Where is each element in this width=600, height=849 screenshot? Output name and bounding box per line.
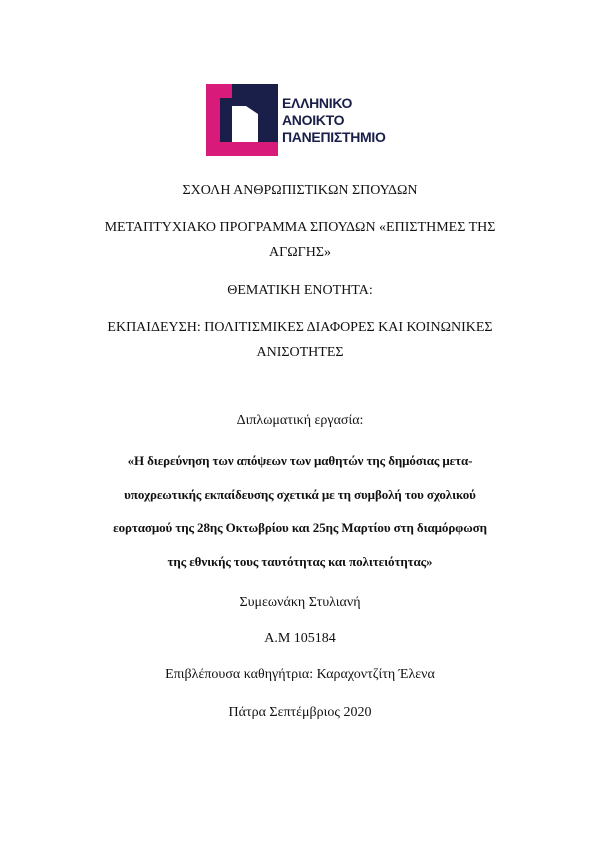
thesis-title-line-2: υποχρεωτικής εκπαίδευσης σχετικά με τη συμβολή του σχολικού [124,487,476,502]
school-name: ΣΧΟΛΗ ΑΝΘΡΩΠΙΣΤΙΚΩΝ ΣΠΟΥΔΩΝ [182,183,418,198]
logo-wordmark [282,95,386,146]
module-line-2: ΑΝΙΣΟΤΗΤΕΣ [256,345,344,360]
logo-mark-icon [206,84,278,156]
place-date: Πάτρα Σεπτέμβριος 2020 [228,705,372,720]
logo-line-2: ΑΝΟΙΚΤΟ [282,112,345,128]
logo-line-3: ΠΑΝΕΠΙΣΤΗΜΙΟ [282,129,386,145]
thesis-title-line-3: εορτασμού της 28ης Οκτωβρίου και 25ης Μαρτίου στη διαμόρφωση [113,520,487,535]
thesis-label: Διπλωματική εργασία: [236,413,364,428]
student-id: Α.Μ 105184 [264,631,336,646]
university-logo [206,84,392,156]
program-line-2: ΑΓΩΓΗΣ» [269,245,331,260]
author-name: Συμεωνάκη Στυλιανή [239,595,361,610]
thesis-title-line-4: της εθνικής τους ταυτότητας και πολιτειότητας» [167,554,433,569]
logo-line-1: ΕΛΛΗΝΙΚΟ [282,95,353,111]
supervisor: Επιβλέπουσα καθηγήτρια: Καραχοντζίτη Έλενα [165,667,435,682]
module-heading: ΘΕΜΑΤΙΚΗ ΕΝΟΤΗΤΑ: [227,283,373,298]
thesis-title-line-1: «Η διερεύνηση των απόψεων των μαθητών της δημόσιας μετα- [127,453,473,468]
module-line-1: ΕΚΠΑΙΔΕΥΣΗ: ΠΟΛΙΤΙΣΜΙΚΕΣ ΔΙΑΦΟΡΕΣ ΚΑΙ ΚΟΙΝΩΝΙΚΕΣ [107,320,493,335]
program-line-1: ΜΕΤΑΠΤΥΧΙΑΚΟ ΠΡΟΓΡΑΜΜΑ ΣΠΟΥΔΩΝ «ΕΠΙΣΤΗΜΕΣ ΤΗΣ [104,220,496,235]
